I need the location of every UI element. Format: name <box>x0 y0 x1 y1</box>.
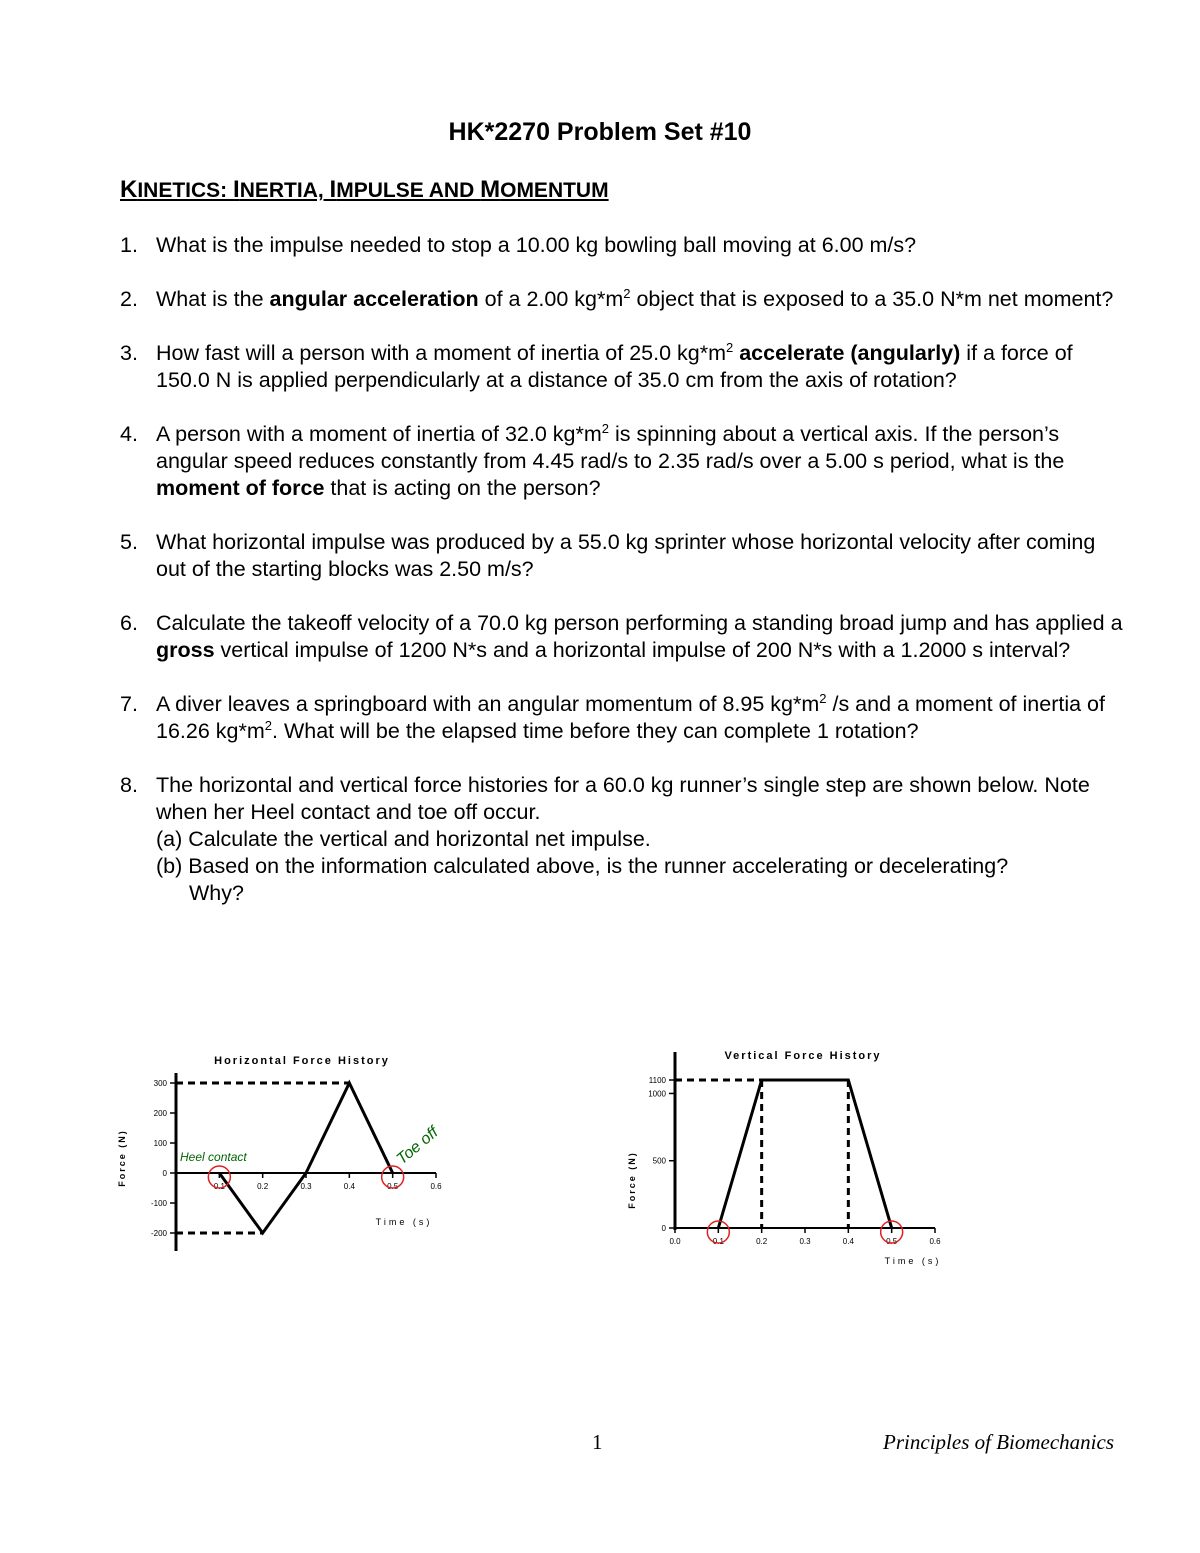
y-tick-label: 500 <box>652 1156 666 1166</box>
question-6: 6. Calculate the takeoff velocity of a 70.0 kg person performing a standing broad jump and has applied a gross vertical impulse of 1200 N*s and a horizontal impulse of 200 N*s with a 1.2000 s interval? <box>120 611 1123 662</box>
x-tick-label: 0.2 <box>756 1237 768 1246</box>
x-tick-label: 0.1 <box>213 1182 225 1191</box>
chart-title: Vertical Force History <box>724 1050 882 1062</box>
y-tick-label: -100 <box>150 1199 167 1208</box>
course-name: Principles of Biomechanics <box>883 1430 1114 1454</box>
x-axis-label: Time (s) <box>884 1256 942 1266</box>
x-tick-label: 0.5 <box>886 1237 898 1246</box>
x-tick-label: 0.3 <box>799 1237 811 1246</box>
x-tick-label: 0.2 <box>257 1182 269 1191</box>
x-tick-label: 0.5 <box>387 1182 399 1191</box>
vertical-force-svg <box>620 1040 960 1270</box>
section-heading: KINETICS: INERTIA, IMPULSE AND MOMENTUM <box>120 176 609 203</box>
vertical-force-chart <box>620 1040 960 1275</box>
y-tick-label: 200 <box>153 1109 167 1118</box>
force-series-line <box>718 1080 891 1228</box>
question-list <box>120 232 1130 934</box>
y-axis-label: Force (N) <box>627 1151 637 1209</box>
question-8-part-b: (b) Based on the information calculated above, is the runner accelerating or decelerating? <box>156 854 1009 878</box>
y-tick-label: 1000 <box>648 1089 666 1099</box>
y-tick-label: 0 <box>661 1224 666 1233</box>
question-8-part-a: (a) Calculate the vertical and horizontal net impulse. <box>156 827 651 851</box>
question-5: 5. What horizontal impulse was produced by a 55.0 kg sprinter whose horizontal velocity after coming out of the starting blocks was 2.50 m/s? <box>120 530 1096 581</box>
page-title: HK*2270 Problem Set #10 <box>448 118 752 146</box>
y-tick-label: 300 <box>153 1079 167 1088</box>
heel-contact-annotation: Heel contact <box>180 1150 247 1164</box>
question-3: 3. How fast will a person with a moment of inertia of 25.0 $kg*m^2$ accelerate (angularly) if a force of 150.0 N is applied perpendicularly at a distance of 35.0 cm from the axis of rotation? <box>120 339 1073 392</box>
x-tick-label: 0.1 <box>712 1237 724 1246</box>
x-tick-label: 0.4 <box>343 1182 355 1191</box>
question-8: 8. The horizontal and vertical force histories for a 60.0 kg runner’s single step are shown below. Note when her Heel contact and toe off occur. (a) Calculate the vertical and horizontal net impulse. (b) Based on the information calculated above, is the runner accelerating or decelerating? Why? <box>120 772 1130 907</box>
y-tick-label: -200 <box>150 1229 167 1238</box>
toe-off-annotation: Toe off <box>393 1123 442 1169</box>
y-tick-label: 100 <box>153 1139 167 1148</box>
y-tick-label: 1100 <box>648 1076 666 1085</box>
y-tick-label: 0 <box>162 1169 167 1178</box>
x-tick-label: 0.6 <box>929 1237 941 1246</box>
question-1: 1. What is the impulse needed to stop a 10.00 kg bowling ball moving at 6.00 m/s? <box>120 233 917 257</box>
horizontal-force-svg <box>110 1045 470 1260</box>
x-tick-label: 0.6 <box>430 1182 442 1191</box>
chart-title: Horizontal Force History <box>214 1055 390 1067</box>
y-axis-label: Force (N) <box>117 1129 127 1187</box>
x-tick-label: 0.0 <box>669 1237 681 1246</box>
horizontal-force-chart <box>110 1045 470 1265</box>
page-number: 1 <box>592 1430 603 1454</box>
x-tick-label: 0.3 <box>300 1182 312 1191</box>
x-axis-label: Time (s) <box>375 1217 433 1227</box>
question-8-part-b-why: Why? <box>189 881 244 905</box>
x-tick-label: 0.4 <box>842 1237 854 1246</box>
question-7: 7. A diver leaves a springboard with an angular momentum of 8.95 $kg*m^2$ /s and a moment of inertia of 16.26 $kg*m^2$. What will be the elapsed time before they can complete 1 rotation? <box>120 690 1105 743</box>
question-2: 2. What is the angular acceleration of a 2.00 $kg*m^2$ object that is exposed to a 35.0 N*m net moment? <box>120 285 1114 311</box>
question-4: 4. A person with a moment of inertia of 32.0 $kg*m^2$ is spinning about a vertical axis. If the person’s angular speed reduces constantly from 4.45 rad/s to 2.35 rad/s over a 5.00 s period, what is the moment of force that is acting on the person? <box>120 420 1065 500</box>
